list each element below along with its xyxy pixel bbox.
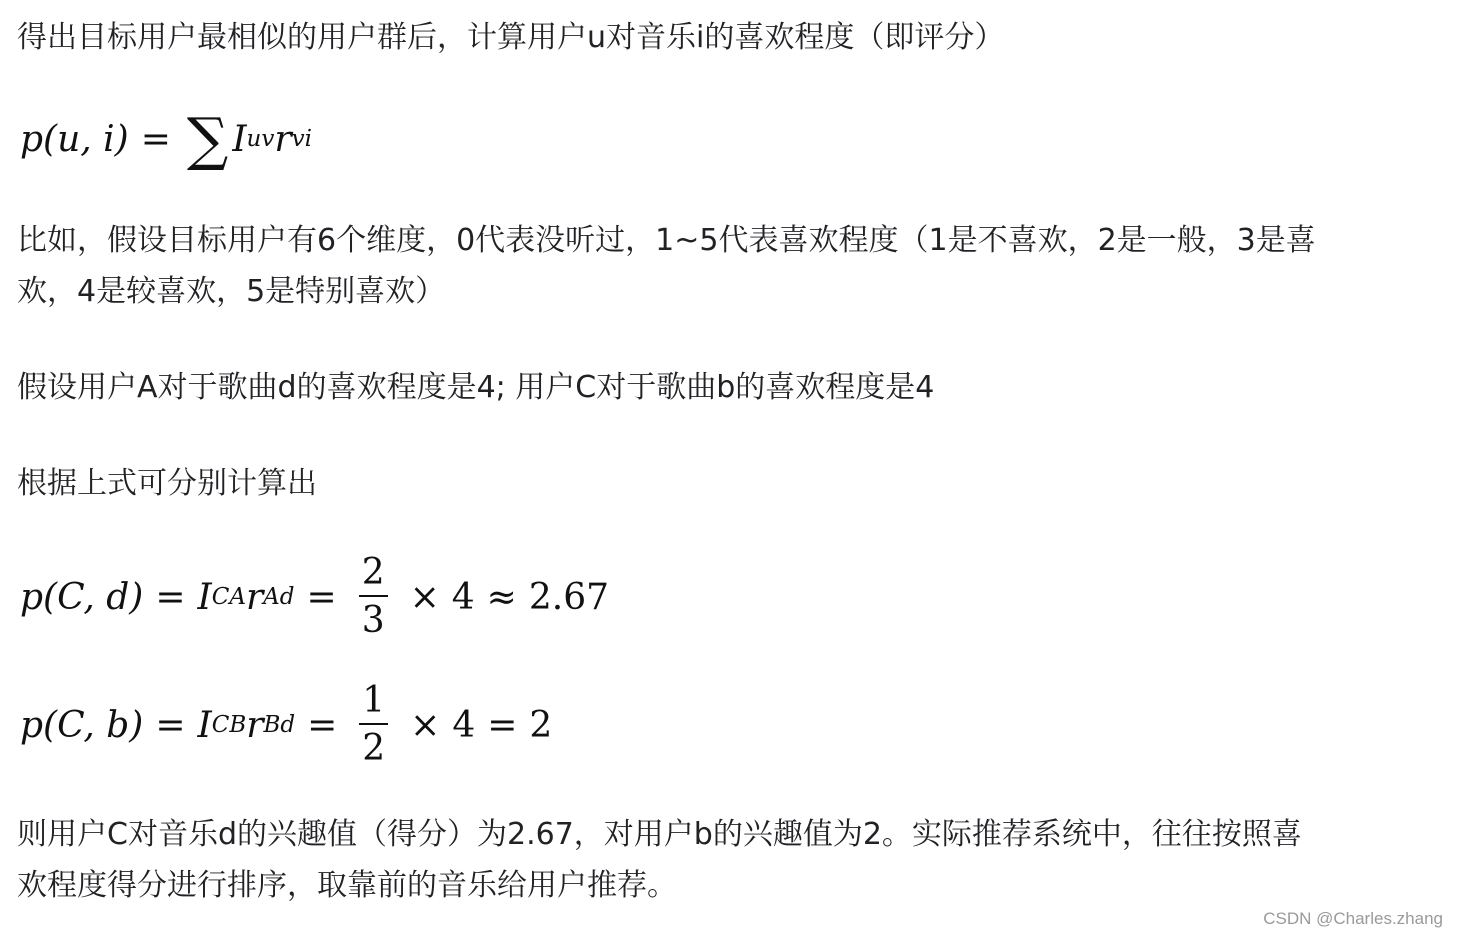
formula-cd-fraction	[359, 552, 388, 641]
formula-general-I: I	[232, 118, 247, 160]
formula-cb-I: I	[197, 704, 212, 746]
formula-cb-r-subscript: Bd	[263, 712, 296, 738]
fraction-denominator: 3	[361, 600, 385, 641]
formula-cb-result: 2	[529, 704, 553, 746]
paragraph-conclusion-line1: 则用户C对音乐d的兴趣值（得分）为2.67，对用户b的兴趣值为2。实际推荐系统中，往往按照喜	[17, 817, 1302, 852]
formula-cb-r: r	[246, 704, 264, 746]
watermark: CSDN @Charles.zhang	[1263, 909, 1443, 928]
formula-cb-equals-2: =	[307, 704, 338, 746]
formula-cb-fraction	[359, 680, 388, 769]
formula-general-lhs: p(u, i)	[20, 118, 129, 160]
paragraph-intro: 得出目标用户最相似的用户群后，计算用户u对音乐i的喜欢程度（即评分）	[17, 20, 1005, 55]
formula-cb-I-subscript: CB	[211, 712, 247, 738]
fraction-numerator: 2	[359, 555, 388, 597]
formula-cb-equals-3: =	[487, 704, 518, 746]
formula-cd-I-subscript: CA	[211, 584, 246, 610]
summation-symbol: ∑	[186, 105, 229, 173]
formula-general-I-subscript: uv	[246, 126, 275, 152]
formula-cd-times: ×	[409, 576, 440, 618]
formula-cb-lhs: p(C, b)	[20, 704, 144, 746]
formula-cd-r: r	[245, 576, 264, 618]
formula-cb-times: ×	[410, 704, 441, 746]
formula-general-equals: =	[140, 118, 171, 160]
formula-cd-I: I	[197, 576, 212, 618]
fraction-numerator: 1	[359, 683, 388, 725]
formula-cd-lhs: p(C, d)	[20, 576, 144, 618]
paragraph-example-line2: 欢，4是较喜欢，5是特别喜欢）	[17, 274, 446, 309]
formula-cd	[20, 552, 609, 642]
fraction-denominator: 2	[362, 728, 386, 769]
paragraph-compute: 根据上式可分别计算出	[17, 466, 317, 501]
paragraph-conclusion-line2: 欢程度得分进行排序，取靠前的音乐给用户推荐。	[17, 868, 677, 903]
formula-cd-approx: ≈	[486, 576, 517, 618]
formula-cd-factor: 4	[451, 576, 475, 618]
paragraph-example-line1: 比如，假设目标用户有6个维度，0代表没听过，1~5代表喜欢程度（1是不喜欢，2是一般，3是喜	[17, 223, 1316, 258]
formula-cd-result: 2.67	[528, 576, 609, 618]
formula-general	[20, 104, 312, 174]
formula-cd-equals-1: =	[155, 576, 186, 618]
formula-general-r-subscript: vi	[291, 126, 312, 152]
formula-general-r: r	[274, 118, 292, 160]
formula-cb-equals-1: =	[155, 704, 186, 746]
formula-cd-equals-2: =	[306, 576, 337, 618]
formula-cd-r-subscript: Ad	[263, 584, 295, 610]
paragraph-assumption: 假设用户A对于歌曲d的喜欢程度是4; 用户C对于歌曲b的喜欢程度是4	[17, 370, 935, 405]
formula-cb	[20, 680, 552, 770]
formula-cb-factor: 4	[452, 704, 476, 746]
